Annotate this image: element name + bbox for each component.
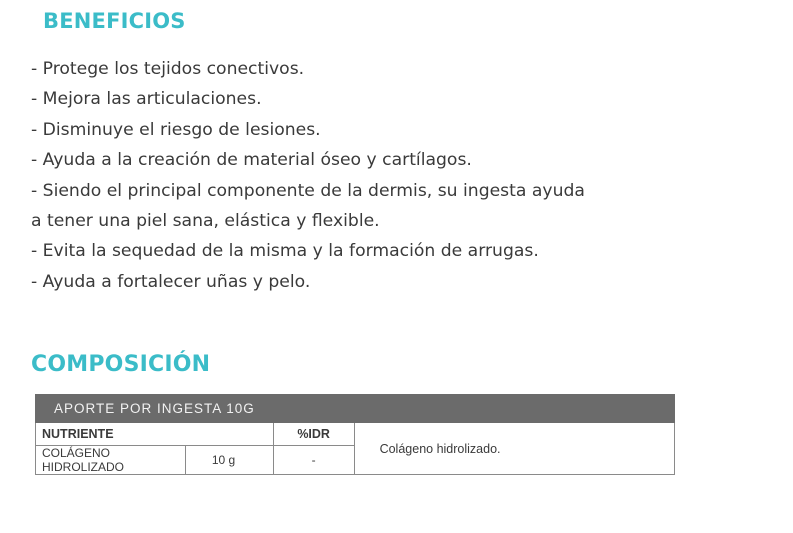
list-item: - Mejora las articulaciones. (31, 89, 262, 110)
amount-cell: 10 g (185, 446, 273, 475)
list-item: - Siendo el principal componente de la dermis, su ingesta ayuda (31, 180, 585, 201)
table-note: Colágeno hidrolizado. (354, 423, 674, 475)
nutrient-header: NUTRIENTE (36, 423, 274, 446)
list-item: - Evita la sequedad de la misma y la formación de arrugas. (31, 241, 539, 262)
list-item: - Ayuda a la creación de material óseo y cartílagos. (31, 150, 472, 171)
list-item: - Ayuda a fortalecer uñas y pelo. (31, 271, 311, 292)
table-title: APORTE POR INGESTA 10G (36, 395, 675, 423)
idr-cell: - (273, 446, 354, 475)
composition-heading: COMPOSICIÓN (31, 352, 211, 377)
table-title-row (36, 395, 675, 423)
table-header-row (36, 423, 675, 446)
nutrient-cell: COLÁGENO HIDROLIZADO (36, 446, 186, 475)
benefits-heading: BENEFICIOS (43, 9, 186, 33)
intake-table (35, 394, 675, 475)
list-item: a tener una piel sana, elástica y flexible. (31, 211, 380, 232)
idr-header: %IDR (273, 423, 354, 446)
list-item: - Disminuye el riesgo de lesiones. (31, 119, 321, 140)
list-item: - Protege los tejidos conectivos. (31, 59, 305, 79)
benefits-list (31, 54, 585, 297)
